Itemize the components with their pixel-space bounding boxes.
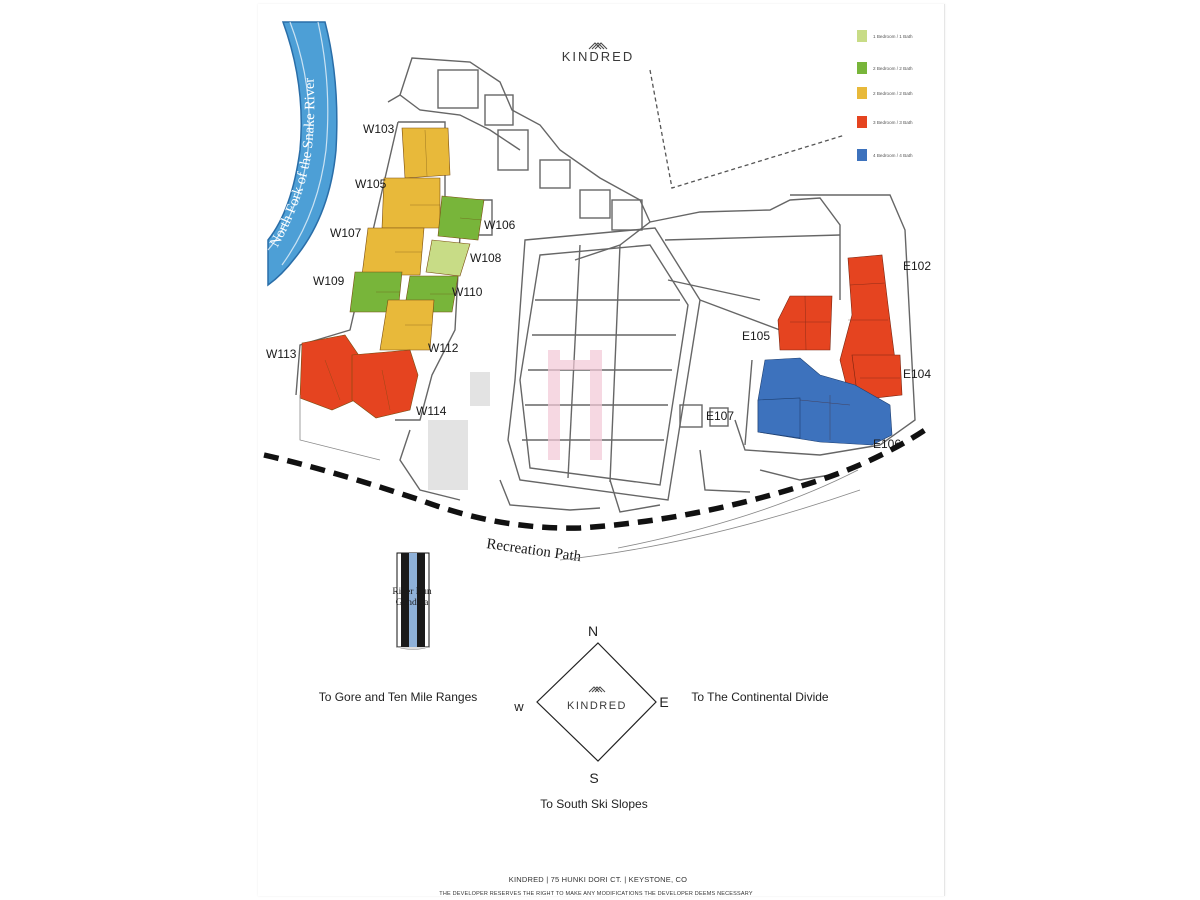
- legend-label-1bed: 1 Bedroom / 1 Bath: [873, 34, 913, 39]
- legend-label-3bed: 3 Bedroom / 3 Bath: [873, 120, 913, 125]
- label-e106: E106: [873, 437, 902, 451]
- label-w110: W110: [452, 285, 483, 299]
- compass-north: N: [587, 623, 599, 639]
- label-w103: W103: [363, 122, 395, 136]
- footer-address: KINDRED | 75 HUNKI DORI CT. | KEYSTONE, CO: [508, 875, 688, 884]
- legend-swatch-4bed: [857, 149, 867, 161]
- label-e105: E105: [742, 329, 771, 343]
- river-label: North Fork of the Snake River: [266, 77, 319, 250]
- east-wing-units: [758, 255, 902, 445]
- legend-swatch-3bed: [857, 116, 867, 128]
- recreation-path-label: Recreation Path: [485, 536, 583, 566]
- label-w105: W105: [355, 177, 387, 191]
- label-w109: W109: [313, 274, 345, 288]
- gondola-label-line2: Gondola: [395, 598, 429, 608]
- footer-disclaimer: THE DEVELOPER RESERVES THE RIGHT TO MAKE ANY MODIFICATIONS THE DEVELOPER DEEMS NECESSARY: [439, 891, 753, 897]
- legend-label-2bed-green: 2 Bedroom / 2 Bath: [873, 66, 913, 71]
- site-details: [428, 372, 490, 490]
- label-w107: W107: [330, 226, 362, 240]
- brand-header: [562, 43, 635, 64]
- label-e104: E104: [903, 367, 932, 381]
- label-e102: E102: [903, 259, 932, 273]
- legend-label-2bed-yellow: 2 Bedroom / 2 Bath: [873, 91, 913, 96]
- label-w108: W108: [470, 251, 502, 265]
- brand-name: KINDRED: [561, 49, 635, 64]
- river: [267, 22, 337, 285]
- footer: [439, 875, 753, 897]
- unit-w107[interactable]: [362, 228, 424, 275]
- legend-swatch-2bed-green: [857, 62, 867, 74]
- label-e107: E107: [706, 409, 735, 423]
- unit-e107[interactable]: [758, 398, 800, 438]
- label-w114: W114: [416, 404, 447, 418]
- legend-label-4bed: 4 Bedroom / 4 Bath: [873, 153, 913, 158]
- unit-w108[interactable]: [426, 240, 470, 276]
- legend-swatch-1bed: [857, 30, 867, 42]
- unit-w105[interactable]: [382, 178, 440, 228]
- direction-west-text: To Gore and Ten Mile Ranges: [318, 690, 478, 704]
- compass-west: W: [514, 699, 524, 714]
- label-w113: W113: [266, 347, 297, 361]
- legend-swatch-2bed-yellow: [857, 87, 867, 99]
- label-w112: W112: [428, 341, 459, 355]
- legend: [857, 30, 913, 161]
- compass-south: S: [589, 770, 599, 786]
- gondola-label-line1: River Run: [392, 587, 432, 597]
- label-w106: W106: [484, 218, 516, 232]
- compass-rose: [319, 623, 829, 811]
- direction-south-text: To South Ski Slopes: [540, 797, 648, 811]
- property-boundary: [650, 70, 845, 188]
- river-run-gondola: [392, 553, 432, 650]
- compass-brand-name: KINDRED: [566, 700, 628, 712]
- compass-east: E: [659, 694, 669, 710]
- direction-east-text: To The Continental Divide: [691, 690, 829, 704]
